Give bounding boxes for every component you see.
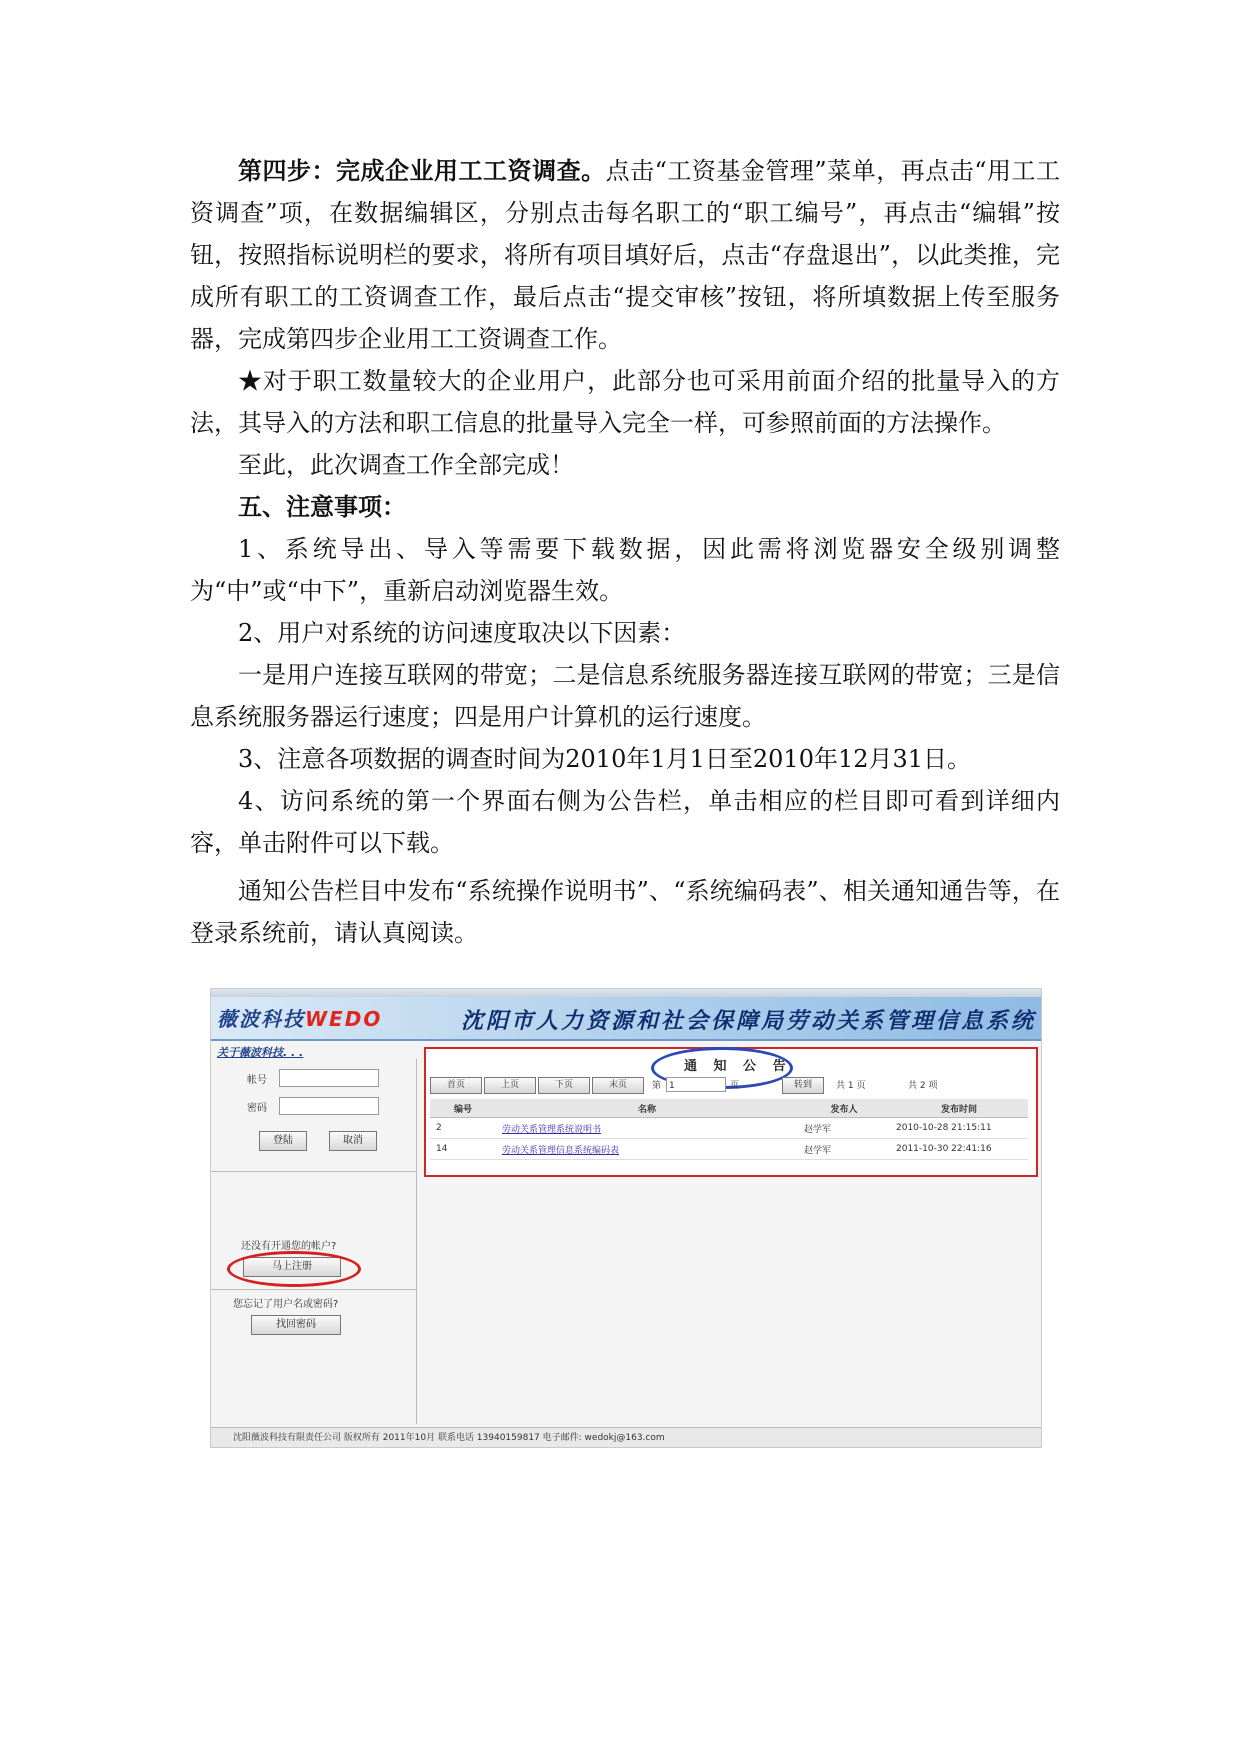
pagination-bar — [430, 1077, 1028, 1095]
password-input[interactable] — [279, 1097, 379, 1115]
logo-brand: WEDO — [305, 1007, 383, 1031]
forgot-prompt: 您忘记了用户名或密码? — [233, 1299, 339, 1310]
logo-text: 薇波科技 — [217, 1007, 305, 1031]
account-input[interactable] — [279, 1069, 379, 1087]
section5-heading-text: 五、注意事项： — [238, 493, 406, 521]
col-id: 编号 — [430, 1099, 496, 1118]
page-prefix: 第 — [652, 1081, 662, 1091]
step4-heading: 第四步：完成企业用工工资调查。 — [238, 157, 606, 185]
register-prompt: 还没有开通您的帐户? — [241, 1241, 337, 1252]
note-2-detail: 一是用户连接互联网的带宽；二是信息系统服务器连接互联网的带宽；三是信息系统服务器运行速度；四是用户计算机的运行速度。 — [190, 661, 1060, 731]
login-panel — [211, 1059, 417, 1424]
section5-heading — [190, 486, 1060, 528]
system-title: 沈阳市人力资源和社会保障局劳动关系管理信息系统 — [461, 1008, 1037, 1034]
total-pages: 共 1 页 — [836, 1081, 866, 1091]
page-number-value: 1 — [669, 1081, 675, 1091]
row-time: 2011-10-30 22:41:16 — [890, 1139, 1028, 1160]
about-link[interactable]: 关于薇波科技. . . — [217, 1046, 304, 1059]
notice-link[interactable]: 劳动关系管理系统说明书 — [496, 1118, 798, 1139]
notice-board — [424, 1047, 1038, 1177]
table-row — [430, 1118, 1028, 1139]
row-time: 2010-10-28 21:15:11 — [890, 1118, 1028, 1139]
recover-password-button[interactable]: 找回密码 — [251, 1315, 341, 1335]
note-1: 1、系统导出、导入等需要下载数据，因此需将浏览器安全级别调整为“中”或“中下”，重新启动浏览器生效。 — [190, 535, 1060, 605]
row-publisher: 赵学军 — [798, 1139, 890, 1160]
done-text: 至此，此次调查工作全部完成！ — [238, 451, 574, 479]
step4-paragraph — [190, 150, 1060, 360]
page-suffix: 页 — [730, 1081, 740, 1091]
login-button[interactable]: 登陆 — [259, 1131, 307, 1151]
document-text — [190, 150, 1060, 954]
row-publisher: 赵学军 — [798, 1118, 890, 1139]
notice-link[interactable]: 劳动关系管理信息系统编码表 — [496, 1139, 798, 1160]
password-label: 密码 — [247, 1103, 267, 1114]
page-number-input[interactable] — [666, 1077, 726, 1092]
cancel-button[interactable]: 取消 — [329, 1131, 377, 1151]
row-id: 2 — [430, 1118, 496, 1139]
system-screenshot — [210, 988, 1042, 1448]
register-button[interactable]: 马上注册 — [243, 1257, 341, 1277]
row-id: 14 — [430, 1139, 496, 1160]
col-time: 发布时间 — [890, 1099, 1028, 1118]
notice-title: 通 知 公 告 — [684, 1059, 792, 1074]
register-highlight-oval — [227, 1251, 361, 1287]
prev-page-button[interactable]: 上页 — [484, 1077, 536, 1094]
account-label: 帐号 — [247, 1075, 267, 1086]
panel-divider-2 — [211, 1289, 416, 1290]
col-publisher: 发布人 — [798, 1099, 890, 1118]
panel-divider — [211, 1171, 416, 1172]
next-page-button[interactable]: 下页 — [538, 1077, 590, 1094]
company-logo — [217, 1003, 382, 1032]
table-row — [430, 1139, 1028, 1160]
go-to-page-button[interactable]: 转到 — [782, 1077, 824, 1094]
system-banner — [211, 997, 1041, 1041]
bulletin-text: 通知公告栏目中发布“系统操作说明书”、“系统编码表”、相关通知通告等，在登录系统前，请认真阅读。 — [190, 877, 1060, 947]
total-items: 共 2 项 — [908, 1081, 938, 1091]
first-page-button[interactable]: 首页 — [430, 1077, 482, 1094]
notice-table — [430, 1099, 1028, 1160]
note-4: 4、访问系统的第一个界面右侧为公告栏，单击相应的栏目即可看到详细内容，单击附件可以下载。 — [190, 787, 1060, 857]
step4-body: 点击“工资基金管理”菜单，再点击“用工工资调查”项，在数据编辑区，分别点击每名职工的“职工编号”，再点击“编辑”按钮，按照指标说明栏的要求，将所有项目填好后，点击“存盘退出”，以此类推，完成所有职工的工资调查工作，最后点击“提交审核”按钮，将所填数据上传至服务器，完成第四步企业用工工资调查工作。 — [190, 157, 1061, 353]
note-2: 2、用户对系统的访问速度取决以下因素： — [238, 619, 686, 647]
browser-strip — [211, 989, 1041, 997]
star-note: ★对于职工数量较大的企业用户，此部分也可采用前面介绍的批量导入的方法，其导入的方法和职工信息的批量导入完全一样，可参照前面的方法操作。 — [190, 367, 1060, 437]
note-3: 3、注意各项数据的调查时间为2010年1月1日至2010年12月31日。 — [238, 745, 972, 773]
col-name: 名称 — [496, 1099, 798, 1118]
system-footer: 沈阳薇波科技有限责任公司 版权所有 2011年10月 联系电话 13940159817 电子邮件: wedokj@163.com — [211, 1427, 1041, 1447]
last-page-button[interactable]: 末页 — [592, 1077, 644, 1094]
